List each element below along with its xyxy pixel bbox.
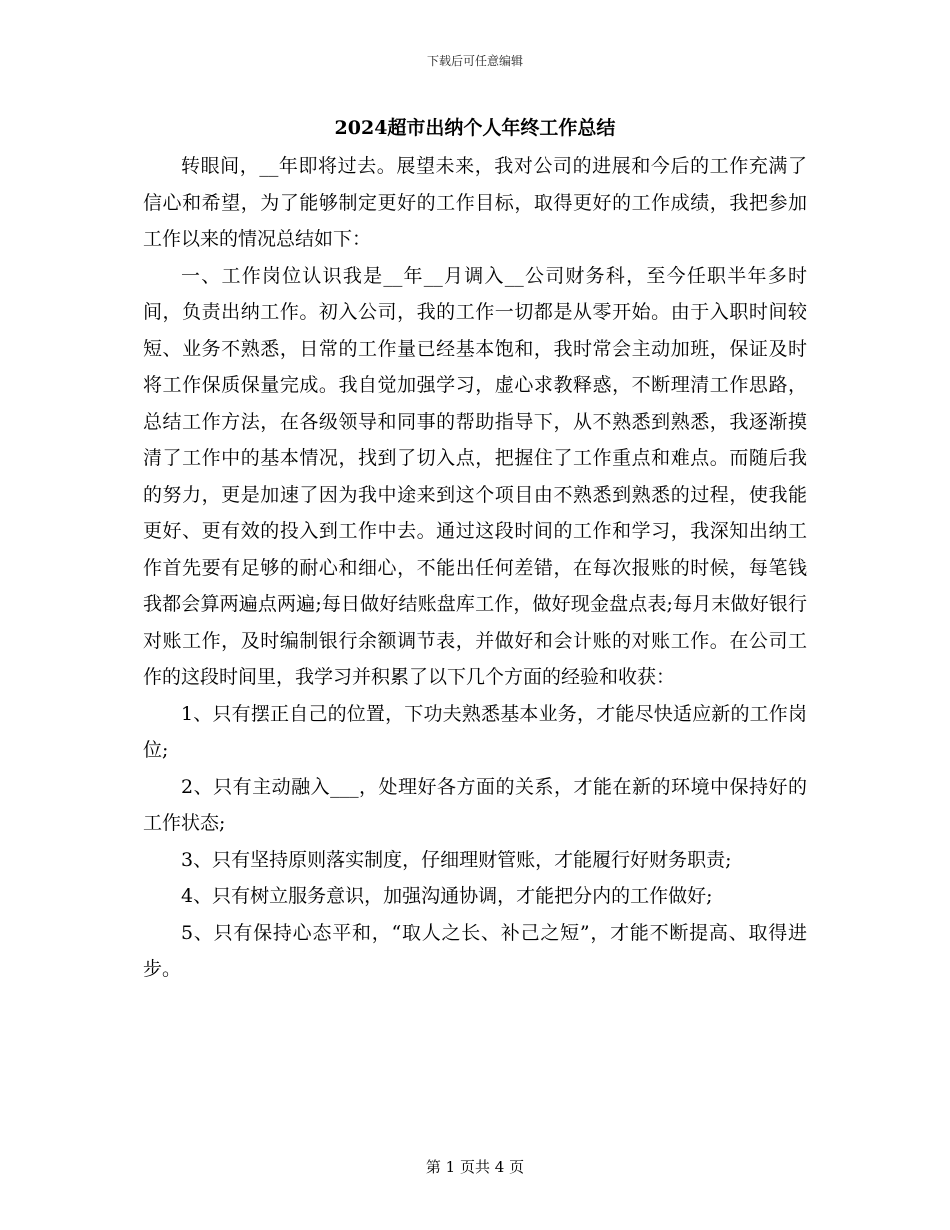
document-title: 2024超市出纳个人年终工作总结: [334, 117, 616, 139]
list-item-3: 3、只有坚持原则落实制度，仔细理财管账，才能履行好财务职责;: [181, 848, 732, 871]
paragraph-intro: 转眼间，__年即将过去。展望未来，我对公司的进展和今后的工作充满了信心和希望，为了能够制定更好的工作目标，取得更好的工作成绩，我把参加工作以来的情况总结如下：: [143, 155, 807, 250]
header-note: 下载后可任意编辑: [426, 54, 523, 68]
page-indicator: 第 1 页共 4 页: [425, 1158, 525, 1176]
paragraph-section-1: 一、工作岗位认识我是__年__月调入__公司财务科，至今任职半年多时间，负责出纳工作。初入公司，我的工作一切都是从零开始。由于入职时间较短、业务不熟悉，日常的工作量已经基本饱和，我时常会主动加班，保证及时将工作保质保量完成。我自觉加强学习，虚心求教释惑，不断理清工作思路，总结工作方法，在各级领导和同事的帮助指导下，从不熟悉到熟悉，我逐渐摸清了工作中的基本情况，找到了切入点，把握住了工作重点和难点。而随后我的努力，更是加速了因为我中途来到这个项目由不熟悉到熟悉的过程，使我能更好、更有效的投入到工作中去。通过这段时间的工作和学习，我深知出纳工作首先要有足够的耐心和细心，不能出任何差错，在每次报账的时候，每笔钱我都会算两遍点两遍;每日做好结账盘库工作，做好现金盘点表;每月末做好银行对账工作，及时编制银行余额调节表，并做好和会计账的对账工作。在公司工作的这段时间里，我学习并积累了以下几个方面的经验和收获：: [143, 264, 807, 688]
document-body: [143, 148, 807, 988]
list-item-1: 1、只有摆正自己的位置，下功夫熟悉基本业务，才能尽快适应新的工作岗位;: [143, 702, 807, 761]
list-item-4: 4、只有树立服务意识，加强沟通协调，才能把分内的工作做好;: [181, 885, 713, 907]
list-item-2: 2、只有主动融入___，处理好各方面的关系，才能在新的环境中保持好的工作状态;: [143, 775, 807, 834]
list-item-5: 5、只有保持心态平和，“取人之长、补己之短”，才能不断提高、取得进步。: [143, 921, 807, 980]
